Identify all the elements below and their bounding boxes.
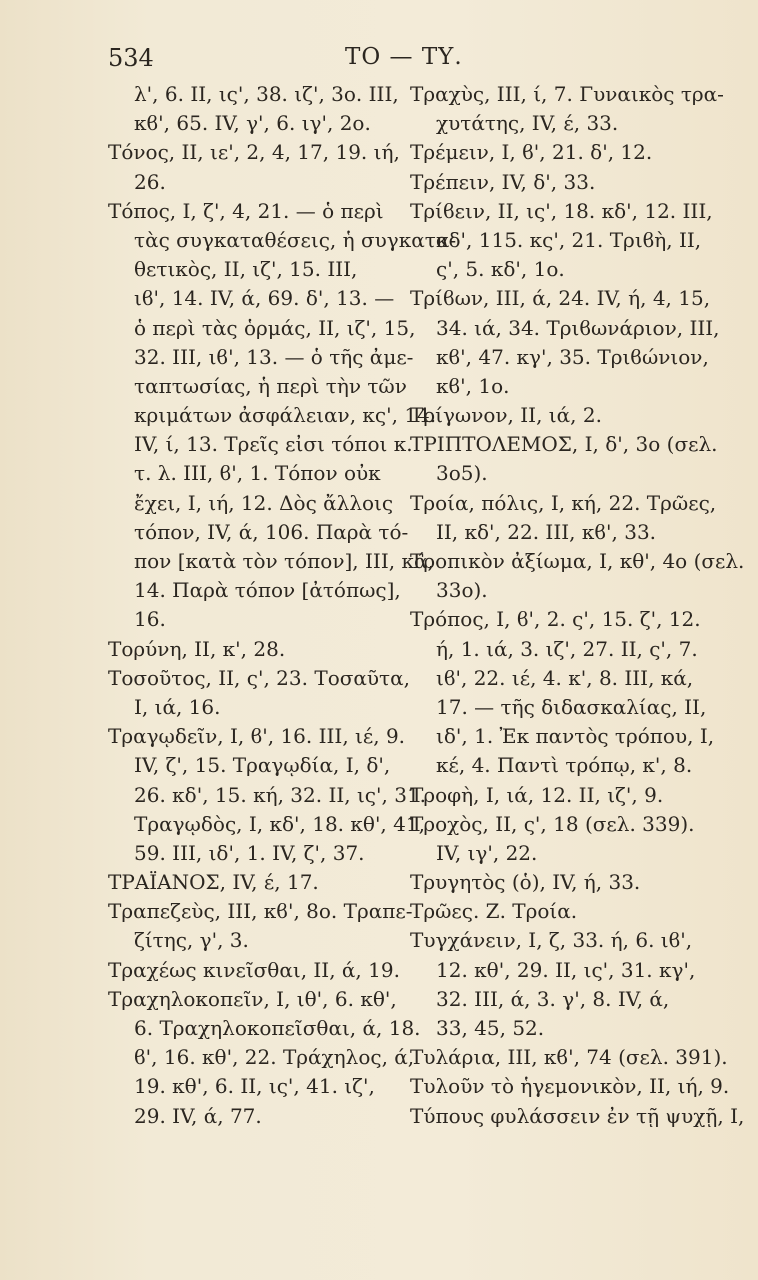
index-entry-continuation: 33ο). xyxy=(436,578,488,603)
index-entry-line: Τορύνη, II, κ', 28. xyxy=(108,636,286,661)
index-entry-continuation: τόπον, IV, ά, 106. Παρὰ τό- xyxy=(134,519,409,544)
index-entry-continuation: κριμάτων ἀσφάλειαν, κς', 14. xyxy=(134,403,437,428)
index-entry-line: Τυγχάνειν, I, ζ, 33. ή, 6. ιϐ', xyxy=(410,928,693,953)
index-entry-continuation: ιϐ', 14. IV, ά, 69. δ', 13. — xyxy=(134,286,395,311)
index-entry-line: Τραχέως κινεῖσθαι, II, ά, 19. xyxy=(108,957,400,982)
index-entry-continuation: 16. xyxy=(134,607,166,632)
index-entry-continuation: Τραγῳδὸς, I, κδ', 18. κθ', 41, xyxy=(134,811,425,836)
index-entry-continuation: 14. Παρὰ τόπον [ἀτόπως], xyxy=(134,578,401,603)
index-entry-continuation: τ. λ. III, ϐ', 1. Τόπον οὐκ xyxy=(134,461,381,486)
index-entry-continuation: 29. IV, ά, 77. xyxy=(134,1103,262,1128)
index-entry-continuation: 34. ιά, 34. Τριϐωνάριον, III, xyxy=(436,315,720,340)
index-entry-line: Τραχὺς, III, ί, 7. Γυναικὸς τρα- xyxy=(410,82,724,106)
index-entry-line: Τρέπειν, IV, δ', 33. xyxy=(410,169,596,194)
running-head: ΤΟ — ΤΥ. xyxy=(345,44,463,70)
page-number: 534 xyxy=(108,44,154,72)
index-entry-line: ΤΡΑΪΑΝΟΣ, IV, έ, 17. xyxy=(108,870,319,895)
index-entry-continuation: 26. xyxy=(134,169,166,194)
index-entry-line: Τροχὸς, II, ς', 18 (σελ. 339). xyxy=(410,811,695,836)
index-entry-continuation: ιϐ', 22. ιέ, 4. κ', 8. III, κά, xyxy=(436,665,694,690)
index-entry-continuation: κϐ', 47. κγ', 35. Τριϐώνιον, xyxy=(436,344,709,369)
index-entry-continuation: 59. III, ιδ', 1. IV, ζ', 37. xyxy=(134,840,365,865)
index-entry-continuation: κδ', 115. κς', 21. Τριϐὴ, II, xyxy=(436,227,702,252)
index-entry-line: Τροφὴ, I, ιά, 12. II, ιζ', 9. xyxy=(410,782,664,807)
index-entry-continuation: ς', 5. κδ', 1ο. xyxy=(436,257,565,282)
index-entry-continuation: 12. κθ', 29. II, ις', 31. κγ', xyxy=(436,957,696,982)
index-entry-continuation: 17. — τῆς διδασκαλίας, II, xyxy=(436,694,707,719)
index-entry-continuation: IV, ιγ', 22. xyxy=(436,840,538,865)
index-entry-continuation: ἔχει, I, ιή, 12. Δὸς ἄλλοις xyxy=(134,490,394,515)
index-entry-continuation: κέ, 4. Παντὶ τρόπῳ, κ', 8. xyxy=(436,753,693,778)
index-entry-continuation: λ', 6. II, ις', 38. ιζ', 3ο. III, xyxy=(134,82,399,106)
index-entry-line: Τυλάρια, III, κϐ', 74 (σελ. 391). xyxy=(410,1045,728,1070)
index-entry-line: Τρῶες. Ζ. Τροία. xyxy=(410,899,578,924)
index-entry-continuation: πον [κατὰ τὸν τόπον], III, κά, xyxy=(134,549,434,573)
index-entry-continuation: I, ιά, 16. xyxy=(134,694,221,719)
index-entry-continuation: 32. III, ά, 3. γ', 8. IV, ά, xyxy=(436,986,670,1011)
index-entry-line: Τρυγητὸς (ὁ), IV, ή, 33. xyxy=(410,870,641,895)
index-column-right xyxy=(410,80,745,1131)
index-entry-line: Τυλοῦν τὸ ἡγεμονικὸν, II, ιή, 9. xyxy=(410,1074,730,1099)
index-entry-continuation: 6. Τραχηλοκοπεῖσθαι, ά, 18. xyxy=(134,1016,421,1040)
index-entry-continuation: ταπτωσίας, ἡ περὶ τὴν τῶν xyxy=(134,373,407,398)
index-entry-continuation: II, κδ', 22. III, κϐ', 33. xyxy=(436,519,657,544)
index-entry-continuation: IV, ί, 13. Τρεῖς εἰσι τόποι κ. xyxy=(134,432,413,457)
index-entry-continuation: 26. κδ', 15. κή, 32. II, ις', 31. xyxy=(134,782,427,807)
index-entry-continuation: ϐ', 16. κθ', 22. Τράχηλος, ά, xyxy=(134,1045,415,1070)
index-entry-continuation: ζίτης, γ', 3. xyxy=(134,928,249,953)
index-entry-line: Τύπους φυλάσσειν ἐν τῇ ψυχῇ, I, xyxy=(410,1103,745,1128)
index-entry-continuation: χυτάτης, IV, έ, 33. xyxy=(436,111,619,136)
index-entry-line: Τραγῳδεῖν, I, ϐ', 16. III, ιέ, 9. xyxy=(108,724,406,749)
index-entry-line: Τρίγωνον, II, ιά, 2. xyxy=(410,403,602,428)
index-entry-continuation: ή, 1. ιά, 3. ιζ', 27. II, ς', 7. xyxy=(436,636,698,661)
index-entry-line: Τραπεζεὺς, III, κϐ', 8ο. Τραπε- xyxy=(108,899,413,924)
index-entry-continuation: 32. III, ιϐ', 13. — ὁ τῆς ἀμε- xyxy=(134,344,414,369)
index-column-left xyxy=(108,80,457,1131)
index-entry-line: Τοσοῦτος, II, ς', 23. Τοσαῦτα, xyxy=(108,665,410,690)
index-entry-continuation: 19. κθ', 6. II, ις', 41. ιζ', xyxy=(134,1074,375,1099)
index-entry-continuation: θετικὸς, II, ιζ', 15. III, xyxy=(134,257,358,282)
index-entry-line: Τρίϐειν, II, ις', 18. κδ', 12. III, xyxy=(410,198,713,223)
index-entry-line: Τραχηλοκοπεῖν, I, ιθ', 6. κθ', xyxy=(108,986,397,1011)
index-entry-line: ΤΡΙΠΤΟΛΕΜΟΣ, I, δ', 3ο (σελ. xyxy=(410,432,718,457)
index-entry-continuation: κϐ', 1ο. xyxy=(436,373,510,398)
index-entry-line: Τρέμειν, I, ϐ', 21. δ', 12. xyxy=(410,140,653,165)
index-entry-line: Τόνος, II, ιε', 2, 4, 17, 19. ιή, xyxy=(108,140,400,165)
index-entry-line: Τόπος, I, ζ', 4, 21. — ὁ περὶ xyxy=(108,198,384,223)
index-entry-continuation: IV, ζ', 15. Τραγῳδία, I, δ', xyxy=(134,753,391,778)
index-entry-continuation: ὁ περὶ τὰς ὁρμάς, II, ιζ', 15, xyxy=(134,315,416,340)
index-entry-continuation: 33, 45, 52. xyxy=(436,1016,545,1040)
index-entry-continuation: κϐ', 65. IV, γ', 6. ιγ', 2ο. xyxy=(134,111,371,136)
index-entry-continuation: τὰς συγκαταθέσεις, ἡ συγκατα- xyxy=(134,227,457,252)
index-entry-line: Τροία, πόλις, I, κή, 22. Τρῶες, xyxy=(410,490,717,515)
index-entry-line: Τρόπος, I, ϐ', 2. ς', 15. ζ', 12. xyxy=(410,607,701,632)
index-entry-line: Τρίϐων, III, ά, 24. IV, ή, 4, 15, xyxy=(410,286,711,311)
index-entry-line: Τροπικὸν ἀξίωμα, I, κθ', 4ο (σελ. xyxy=(410,549,745,573)
index-entry-continuation: ιδ', 1. Ἐκ παντὸς τρόπου, I, xyxy=(436,724,715,749)
index-entry-continuation: 3ο5). xyxy=(436,461,488,486)
